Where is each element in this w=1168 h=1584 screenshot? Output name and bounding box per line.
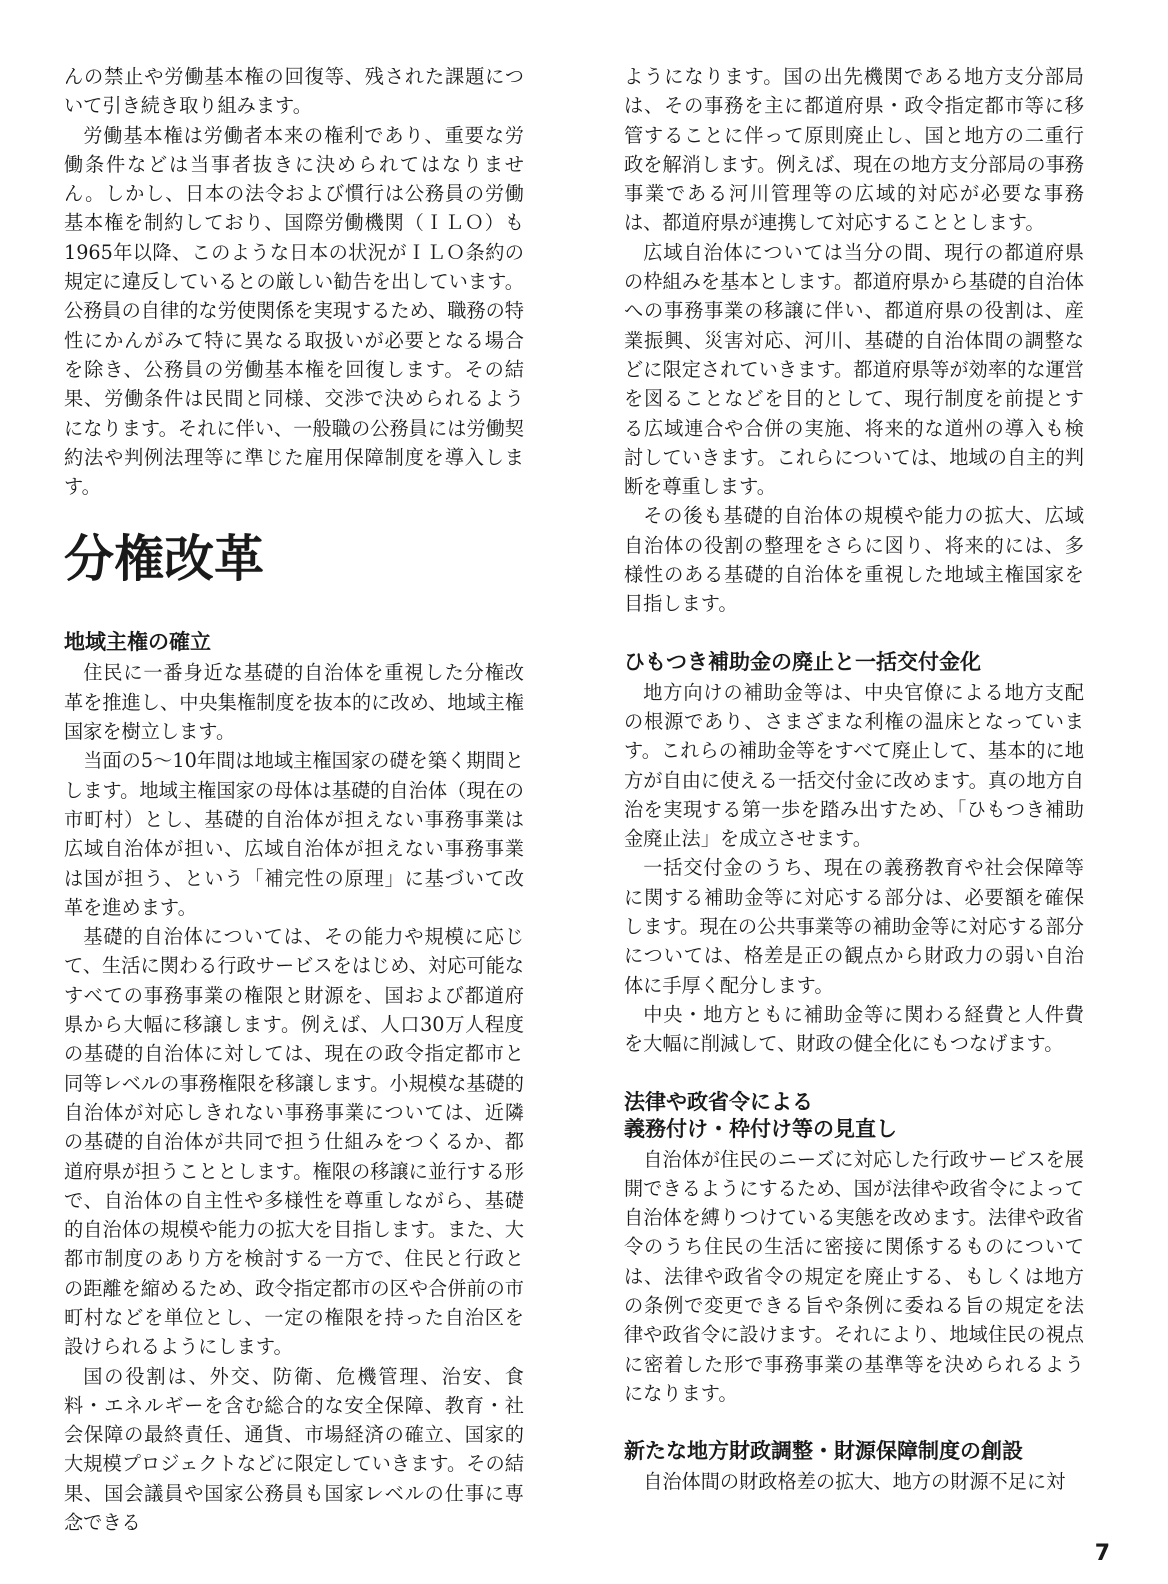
section-title: 分権改革 [64,530,264,589]
left-column [64,62,524,1537]
heading-subsidy-abolition: ひもつき補助金の廃止と一括交付金化 [624,649,981,674]
paragraph-continuation: ようになります。国の出先機関である地方支分部局は、その事務を主に都道府県・政令指定都市等に移管することに伴って原則廃止し、国と地方の二重行政を解消します。例えば、現在の地方支分部局の事務事業である河川管理等の広域的対応が必要な事務は、都道府県が連携して対応することとします。 [624,65,1084,235]
paragraph-subsidy-3: 中央・地方ともに補助金等に関わる経費と人件費を大幅に削減して、財政の健全化にもつなげます。 [624,1002,1084,1056]
page-number: 7 [1094,1541,1110,1566]
paragraph-regional-1: 住民に一番身近な基礎的自治体を重視した分権改革を推進し、中央集権制度を抜本的に改め、地域主権国家を樹立します。 [64,661,524,744]
heading-law-review-line-1: 法律や政省令による [624,1089,813,1114]
heading-fiscal-system: 新たな地方財政調整・財源保障制度の創設 [624,1439,1023,1464]
paragraph-regional-3: 基礎的自治体については、その能力や規模に応じて、生活に関わる行政サービスをはじめ、対応可能なすべての事務事業の権限と財源を、国および都道府県から大幅に移譲します。例えば、人口30万人程度の基礎的自治体に対しては、現在の政令指定都市と同等レベルの事務権限を移譲します。小規模な基礎的自治体が対応しきれない事務事業については、近隣の基礎的自治体が共同で担う仕組みをつくるか、都道府県が担うこととします。権限の移譲に並行する形で、自治体の自主性や多様性を尊重しながら、基礎的自治体の規模や能力の拡大を目指します。また、大都市制度のあり方を検討する一方で、住民と行政との距離を縮めるため、政令指定都市の区や合併前の市町村などを単位とし、一定の権限を持った自治区を設けられるようにします。 [64,925,524,1359]
paragraph-intro-continuation: んの禁止や労働基本権の回復等、残された課題について引き続き取り組みます。 [64,65,524,118]
paragraph-subsidy-1: 地方向けの補助金等は、中央官僚による地方支配の根源であり、さまざまな利権の温床となっています。これらの補助金等をすべて廃止して、基本的に地方が自由に使える一括交付金に改めます。真の地方自治を実現する第一歩を踏み出すため、「ひもつき補助金廃止法」を成立させます。 [624,680,1084,851]
paragraph-labor-rights: 労働基本権は労働者本来の権利であり、重要な労働条件などは当事者抜きに決められてはなりません。しかし、日本の法令および慣行は公務員の労働基本権を制約しており、国際労働機関（ＩＬＯ）も1965年以降、このような日本の状況がＩＬＯ条約の規定に違反しているとの厳しい勧告を出しています。公務員の自律的な労使関係を実現するため、職務の特性にかんがみて特に異なる取扱いが必要となる場合を除き、公務員の労働基本権を回復します。その結果、労働条件は民間と同様、交渉で決められるようになります。それに伴い、一般職の公務員には労働契約法や判例法理等に準じた雇用保障制度を導入します。 [64,123,524,499]
paragraph-regional-4: 国の役割は、外交、防衛、危機管理、治安、食料・エネルギーを含む総合的な安全保障、教育・社会保障の最終責任、通貨、市場経済の確立、国家的大規模プロジェクトなどに限定していきます。その結果、国会議員や国家公務員も国家レベルの仕事に専念できる [64,1364,524,1535]
heading-regional-sovereignty: 地域主権の確立 [64,630,211,655]
heading-law-review [624,1089,1084,1143]
heading-law-review-line-2: 義務付け・枠付け等の見直し [624,1116,897,1141]
paragraph-future: その後も基礎的自治体の規模や能力の拡大、広域自治体の役割の整理をさらに図り、将来的には、多様性のある基礎的自治体を重視した地域主権国家を目指します。 [624,504,1084,616]
paragraph-law-review: 自治体が住民のニーズに対応した行政サービスを展開できるようにするため、国が法律や政省令によって自治体を縛りつけている実態を改めます。法律や政省令のうち住民の生活に密接に関係するものについては、法律や政省令の規定を廃止する、もしくは地方の条例で変更できる旨や条例に委ねる旨の規定を法律や政省令に設けます。それにより、地域住民の視点に密着した形で事務事業の基準等を決められるようになります。 [624,1147,1084,1405]
paragraph-prefectures: 広域自治体については当分の間、現行の都道府県の枠組みを基本とします。都道府県から基礎的自治体への事務事業の移譲に伴い、都道府県の役割は、産業振興、災害対応、河川、基礎的自治体間の調整などに限定されていきます。都道府県等が効率的な運営を図ることなどを目的として、現行制度を前提とする広域連合や合併の実施、将来的な道州の導入も検討していきます。これらについては、地域の自主的判断を尊重します。 [624,240,1084,499]
right-column [624,62,1084,1496]
paragraph-regional-2: 当面の5～10年間は地域主権国家の礎を築く期間とします。地域主権国家の母体は基礎的自治体（現在の市町村）とし、基礎的自治体が担えない事務事業は広域自治体が担い、広域自治体が担えない事務事業は国が担う、という「補完性の原理」に基づいて改革を進めます。 [64,749,524,919]
paragraph-fiscal: 自治体間の財政格差の拡大、地方の財源不足に対 [643,1470,1066,1494]
paragraph-subsidy-2: 一括交付金のうち、現在の義務教育や社会保障等に関する補助金等に対応する部分は、必要額を確保します。現在の公共事業等の補助金等に対応する部分については、格差是正の観点から財政力の弱い自治体に手厚く配分します。 [624,856,1084,997]
